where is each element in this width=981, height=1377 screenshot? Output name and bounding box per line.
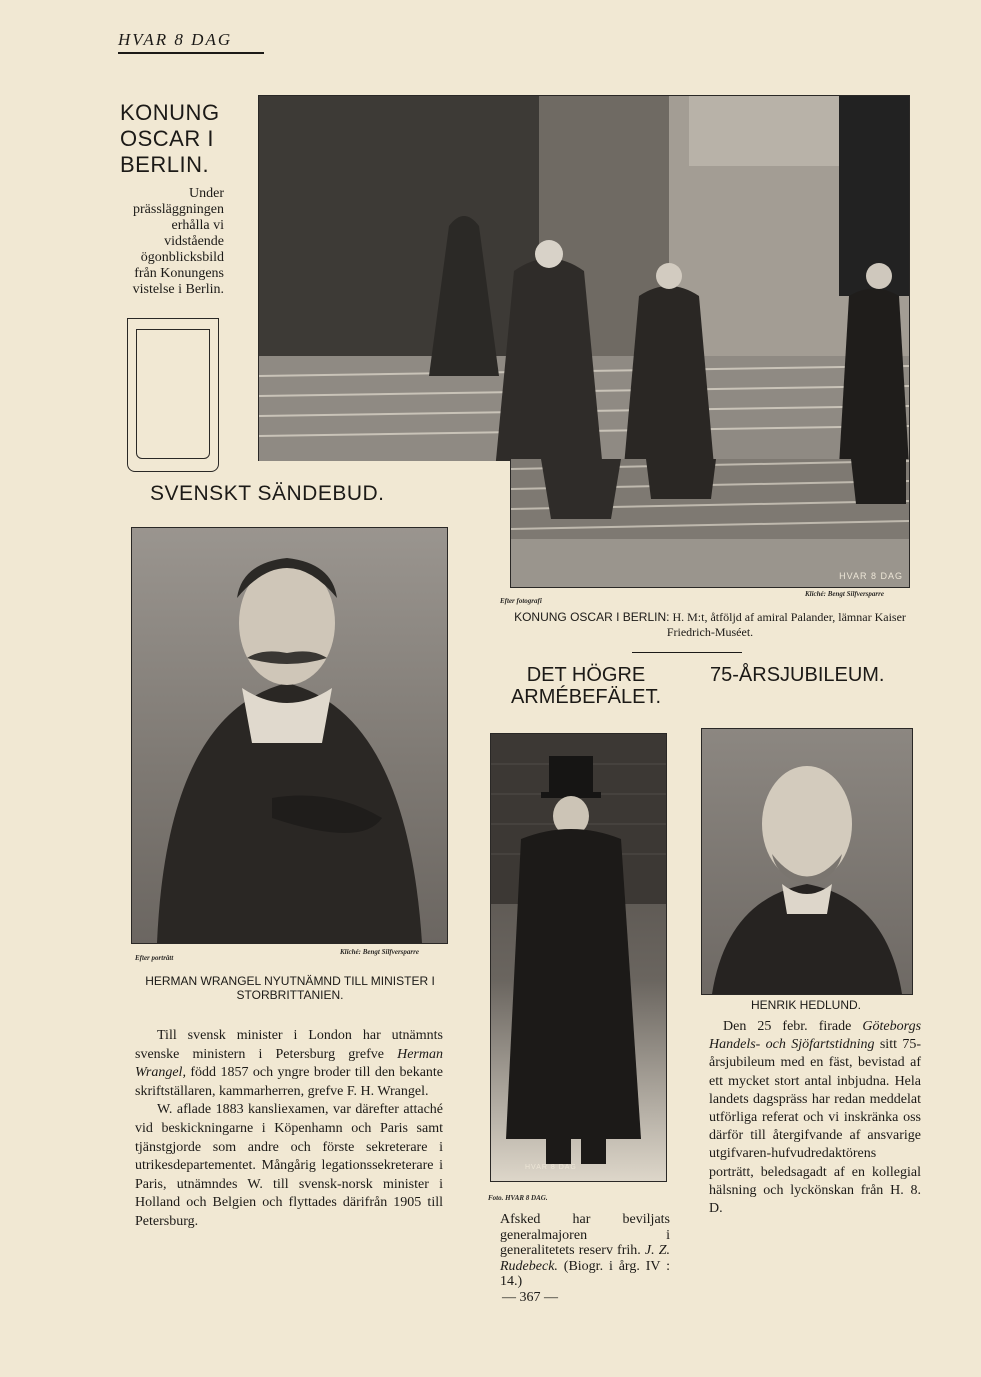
hedlund-photo [701, 728, 913, 995]
hedlund-text-b: sitt 75-årsjubileum med en fäst, bevistad af ett mycket stort antal inbjudna. Hela landets dagspräss har redan meddelat utförliga referat och vi inskränka oss därför till återgifvande af ansvarige utgifvaren-hufvudredaktörens porträtt, beledsagadt af en kollegial hälsning och lyckönskan från H. 8. D. [709, 1037, 921, 1217]
oscar-photo [258, 95, 910, 461]
rudebeck-text-name: J. Z. Rudebeck. [500, 1243, 671, 1274]
wrangel-headline: SVENSKT SÄNDEBUD. [150, 482, 385, 505]
wrangel-article [135, 1027, 443, 1232]
oscar-credit-right: Kliché: Bengt Silfversparre [805, 590, 884, 598]
wrangel-p1-name: Herman Wrangel, [135, 1046, 443, 1081]
wrangel-p1-a: Till svensk minister i London har utnämnts svenske ministern i Petersburg grefve [135, 1028, 443, 1062]
rudebeck-photo [490, 733, 667, 1182]
decorative-frame [127, 318, 219, 472]
wrangel-p1-b: född 1857 och yngre broder till den bekante skriftställaren, kammarherren, grefve F. H. Wrangel. [135, 1065, 444, 1099]
rudebeck-headline: DET HÖGRE ARMÉBEFÄLET. [510, 664, 662, 708]
wrangel-caption: HERMAN WRANGEL NYUTNÄMND TILL MINISTER I STORBRITTANIEN. [145, 974, 435, 1002]
masthead-rule [118, 52, 264, 54]
rudebeck-photo-watermark: HVAR 8 DAG [525, 1164, 577, 1171]
rudebeck-text-a: Afsked har beviljats generalmajoren i generalitetets reserv frih. [500, 1212, 670, 1258]
wrangel-photo [131, 527, 448, 944]
hedlund-headline: 75-ÅRSJUBILEUM. [710, 664, 885, 686]
oscar-headline: KONUNG OSCAR I BERLIN. [120, 100, 220, 177]
rudebeck-figure [491, 734, 666, 1181]
wrangel-portrait [132, 528, 447, 943]
oscar-caption [500, 610, 920, 640]
hedlund-text-a: Den 25 febr. firade [723, 1019, 852, 1034]
wrangel-credit-right: Kliché: Bengt Silfversparre [340, 948, 419, 956]
oscar-blurb: Under prässläggningen erhålla vi vidstående ögonblicksbild från Konungens vistelse i Berlin. [132, 186, 224, 297]
masthead [118, 30, 264, 54]
oscar-credit-left: Efter fotografi [500, 597, 542, 605]
hedlund-caption: HENRIK HEDLUND. [750, 998, 861, 1012]
hedlund-portrait [702, 729, 912, 994]
oscar-photo-lower [510, 459, 910, 588]
hedlund-text-paper: Göteborgs Handels- och Sjöfartstidning [709, 1019, 922, 1053]
rudebeck-text [500, 1212, 670, 1290]
wrangel-paragraph-1 [135, 1027, 443, 1101]
rudebeck-credit: Foto. HVAR 8 DAG. [488, 1194, 548, 1202]
page-number: — 367 — [502, 1290, 558, 1305]
oscar-photo-steps [511, 459, 909, 587]
rudebeck-text-b: (Biogr. i årg. IV : 14.) [500, 1258, 670, 1289]
wrangel-paragraph-2: W. aflade 1883 kansliexamen, var därefter attaché vid beskickningarne i Köpenhamn och Paris samt tjänstgjorde som andre och förste sekreterare i utrikesdepartementet. Mångårig legationssekreterare i Paris, utnämndes W. till svensk-norsk minister i Holland och Belgien och flyttades därifrån 1905 till Petersburg. [135, 1102, 443, 1229]
wrangel-credit-left: Efter porträtt [135, 954, 174, 962]
hedlund-text [709, 1018, 921, 1218]
oscar-caption-rest: H. M:t, åtföljd af amiral Palander, lämnar Kaiser Friedrich-Muséet. [666, 610, 906, 639]
oscar-photo-scene [259, 96, 909, 461]
oscar-caption-rule [632, 652, 742, 653]
masthead-title: HVAR 8 DAG [118, 30, 233, 49]
oscar-caption-lead: KONUNG OSCAR I BERLIN: [514, 610, 670, 624]
oscar-photo-watermark: HVAR 8 DAG [839, 571, 903, 581]
